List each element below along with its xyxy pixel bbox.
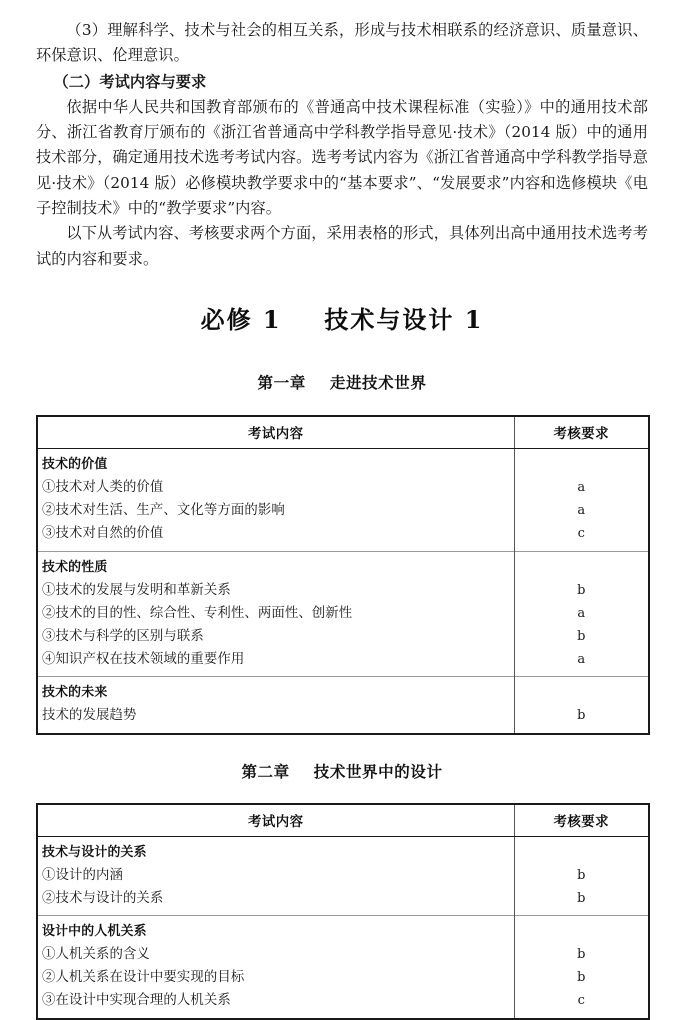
chapter-2-table-wrapper [36, 803, 648, 1020]
table-header-row [37, 416, 649, 449]
chapter-1-name: 走进技术世界 [329, 373, 427, 392]
chapter-1-table-wrapper [36, 415, 648, 735]
chapter-2-title [36, 760, 648, 782]
requirement-value: a [577, 503, 586, 519]
chapter-1-exam-table [36, 415, 650, 735]
list-item: ③技术对自然的价值 [42, 526, 164, 542]
table-row [37, 836, 649, 915]
group-requirement-cell [514, 836, 649, 915]
requirement-value: b [577, 582, 586, 598]
group-requirement-cell [514, 448, 649, 551]
chapter-1-table-body [37, 448, 649, 733]
table-row [37, 677, 649, 734]
list-item: ①人机关系的含义 [42, 947, 150, 962]
group-heading: 技术的未来 [42, 685, 108, 701]
list-item: ④知识产权在技术领域的重要作用 [42, 652, 245, 668]
list-item: ①设计的内涵 [42, 867, 123, 883]
list-item: ③技术与科学的区别与联系 [42, 628, 204, 644]
requirement-value: b [577, 970, 586, 986]
requirement-value: b [577, 890, 586, 906]
list-item: ①技术的发展与发明和革新关系 [42, 582, 231, 598]
table-header-row [37, 804, 649, 837]
list-item: 技术的发展趋势 [42, 708, 137, 724]
chapter-2-table-body [37, 836, 649, 1019]
requirement-spacer [515, 453, 649, 476]
requirement-spacer [515, 841, 649, 864]
group-requirement-cell [514, 916, 649, 1019]
requirement-spacer [515, 681, 649, 704]
group-heading: 技术与设计的关系 [42, 844, 147, 860]
chapter-2-exam-table [36, 803, 650, 1020]
paragraph-table-intro: 以下从考试内容、考核要求两个方面，采用表格的形式，具体列出高中通用技术选考考试的内容和要求。 [36, 224, 648, 268]
group-content-cell [37, 836, 514, 915]
requirement-spacer [515, 556, 649, 579]
group-heading: 技术的价值 [42, 456, 108, 472]
list-item: ①技术对人类的价值 [42, 479, 164, 495]
group-heading: 技术的性质 [42, 559, 108, 575]
requirement-value: c [577, 526, 585, 542]
requirement-value: a [577, 652, 586, 668]
group-content-cell [37, 916, 514, 1019]
group-requirement-cell [514, 551, 649, 677]
list-item: ②技术对生活、生产、文化等方面的影响 [42, 503, 285, 519]
group-heading: 设计中的人机关系 [42, 924, 147, 939]
section-heading-exam-content: （二）考试内容与要求 [53, 72, 207, 91]
requirement-spacer [515, 920, 649, 943]
group-content-cell [37, 551, 514, 677]
table-row [37, 916, 649, 1019]
module-title-suffix: 技术与设计 1 [324, 304, 484, 334]
requirement-value: a [577, 479, 586, 495]
column-header-content: 考试内容 [37, 804, 514, 837]
module-title-prefix: 必修 1 [200, 304, 282, 334]
list-item: ②技术与设计的关系 [42, 890, 164, 906]
group-content-cell [37, 677, 514, 734]
requirement-value: a [577, 605, 586, 621]
paragraph-basis: 依据中华人民共和国教育部颁布的《普通高中技术课程标准（实验）》中的通用技术部分、浙江省教育厅颁布的《浙江省普通高中学科教学指导意见·技术》（2014 版）中的通用技术部分，确定通用技术选考考试内容。选考考试内容为《浙江省普通高中学科教学指导意见·技术》（2014 版）必修模块教学要求中的“基本要求”、“发展要求”内容和选修模块《电子控制技术》中的“教学要求”内容。 [36, 97, 648, 218]
column-header-content: 考试内容 [37, 416, 514, 449]
group-requirement-cell [514, 677, 649, 734]
group-content-cell [37, 448, 514, 551]
chapter-2-table-head [37, 804, 649, 837]
column-header-requirement: 考核要求 [514, 416, 649, 449]
chapter-2-name: 技术世界中的设计 [313, 762, 443, 781]
requirement-value: b [577, 708, 586, 724]
chapter-1-number: 第一章 [257, 373, 306, 392]
chapter-1-table-head [37, 416, 649, 449]
requirement-value: c [577, 993, 585, 1009]
list-item: ②技术的目的性、综合性、专利性、两面性、创新性 [42, 605, 353, 621]
requirement-value: b [577, 628, 586, 644]
requirement-value: b [577, 947, 586, 962]
table-row [37, 551, 649, 677]
chapter-2-number: 第二章 [241, 762, 290, 781]
list-item: ③在设计中实现合理的人机关系 [42, 993, 231, 1009]
requirement-value: b [577, 867, 586, 883]
column-header-requirement: 考核要求 [514, 804, 649, 837]
list-item: ②人机关系在设计中要实现的目标 [42, 970, 245, 986]
chapter-1-title [36, 371, 648, 393]
module-title [36, 300, 648, 335]
paragraph-item-3: （3）理解科学、技术与社会的相互关系，形成与技术相联系的经济意识、质量意识、环保意识、伦理意识。 [36, 21, 648, 65]
table-row [37, 448, 649, 551]
